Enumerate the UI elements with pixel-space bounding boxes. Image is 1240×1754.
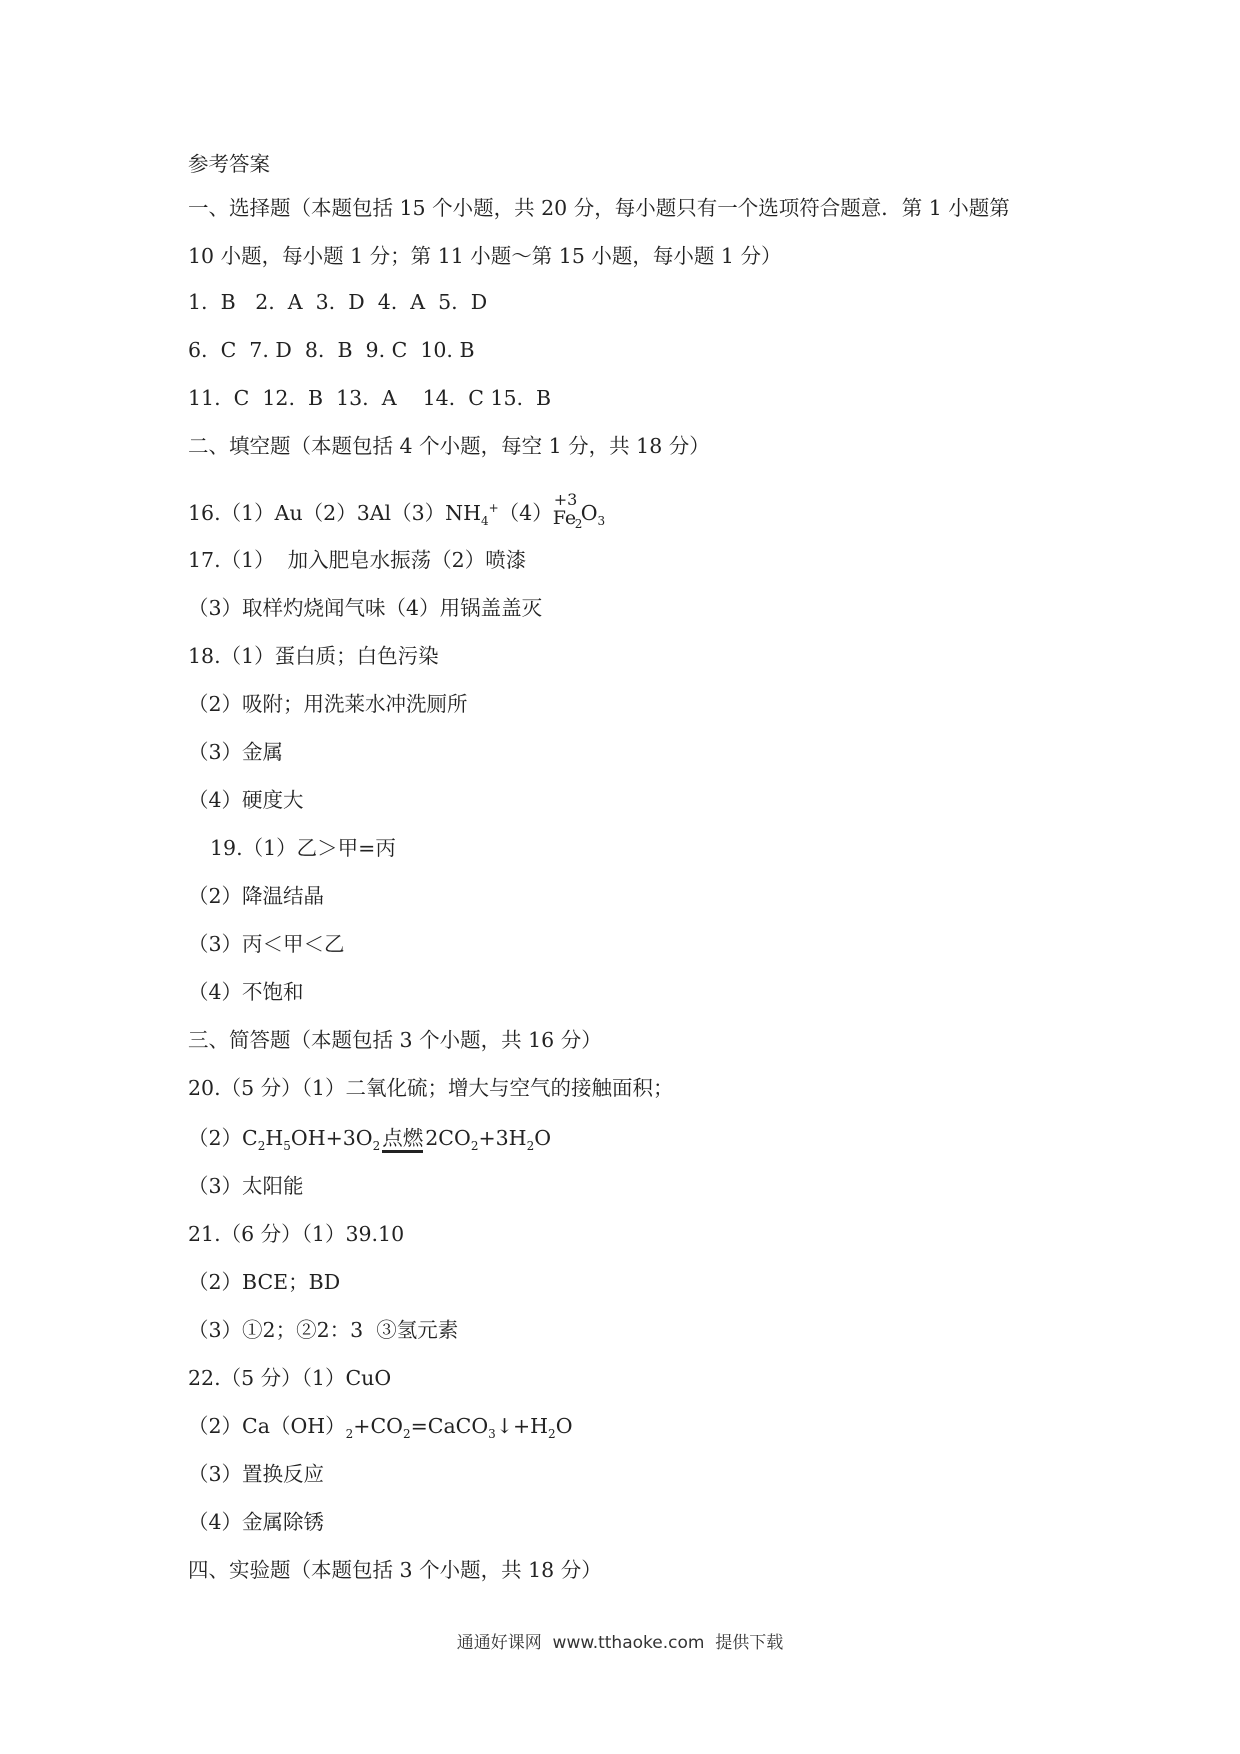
answer-20-equation — [188, 1124, 551, 1160]
answer-22-equation — [188, 1412, 573, 1448]
nh4-charge: + — [488, 501, 499, 515]
answer-19-line-3: （3）丙＜甲＜乙 — [188, 932, 345, 956]
answer-21-line-3: （3）①2；②2：3 ③氢元素 — [188, 1318, 459, 1342]
answer-21-line-1: 21.（6 分）（1）39.10 — [188, 1222, 405, 1246]
answer-22-line-4: （4）金属除锈 — [188, 1510, 325, 1534]
equation-part: +3H — [478, 1126, 527, 1150]
section-1-heading-line-1: 一、选择题（本题包括 15 个小题，共 20 分，每小题只有一个选项符合题意．第 1 小题第 — [188, 196, 1010, 220]
choice-answers-row-3: 11. C 12. B 13. A 14. C 15. B — [188, 386, 552, 410]
equation-part: （2）C — [188, 1126, 258, 1150]
equation-part: OH+3O — [290, 1126, 373, 1150]
equation-part: O — [534, 1126, 552, 1150]
answer-16 — [188, 490, 606, 535]
answer-18-line-2: （2）吸附；用洗莱水冲洗厕所 — [188, 692, 468, 716]
page-footer: 通通好课网 www.tthaoke.com 提供下载 — [456, 1633, 784, 1653]
equation-part: （2）Ca（OH） — [188, 1414, 346, 1438]
nh4-subscript: 4 — [480, 513, 489, 528]
section-1-heading-line-2: 10 小题，每小题 1 分；第 11 小题～第 15 小题，每小题 1 分） — [188, 244, 782, 268]
equation-subscript: 5 — [283, 1139, 291, 1154]
answer-20-line-1: 20.（5 分）（1）二氧化硫；增大与空气的接触面积； — [188, 1076, 674, 1100]
equation-subscript: 2 — [548, 1427, 556, 1442]
equation-part: ↓+H — [495, 1414, 549, 1438]
answer-22-line-1: 22.（5 分）（1）CuO — [188, 1366, 392, 1390]
choice-answers-row-2: 6. C 7. D 8. B 9. C 10. B — [188, 338, 475, 362]
answer-18-line-4: （4）硬度大 — [188, 788, 304, 812]
equation-part: O — [555, 1414, 573, 1438]
answer-17-line-2: （3）取样灼烧闻气味（4）用锅盖盖灭 — [188, 596, 543, 620]
oxygen-symbol: O — [580, 500, 598, 525]
answer-22-line-3: （3）置换反应 — [188, 1462, 325, 1486]
equation-subscript: 2 — [402, 1427, 411, 1442]
equation-subscript: 2 — [526, 1139, 535, 1154]
section-4-heading: 四、实验题（本题包括 3 个小题，共 18 分） — [188, 1558, 602, 1582]
equation-subscript: 2 — [257, 1139, 266, 1154]
iron-subscript: 2 — [574, 517, 583, 532]
choice-answers-row-1: 1. B 2. A 3. D 4. A 5. D — [188, 290, 488, 314]
iron-symbol: Fe — [552, 507, 577, 530]
section-2-heading: 二、填空题（本题包括 4 个小题，每空 1 分，共 18 分） — [188, 434, 710, 458]
answer-18-line-1: 18.（1）蛋白质；白色污染 — [188, 644, 439, 668]
oxygen-subscript: 3 — [597, 513, 606, 528]
equation-part: 2CO — [425, 1126, 471, 1150]
reaction-condition: 点燃 — [382, 1126, 423, 1153]
equation-part: +CO — [353, 1414, 403, 1438]
answer-20-line-3: （3）太阳能 — [188, 1174, 304, 1198]
answer-19-line-2: （2）降温结晶 — [188, 884, 325, 908]
answer-19-line-4: （4）不饱和 — [188, 980, 304, 1004]
answer-16-text: 16.（1）Au（2）3Al（3）NH — [188, 500, 481, 525]
equation-subscript: 2 — [470, 1139, 479, 1154]
oxidation-charge: +3 — [553, 490, 578, 510]
answer-21-line-2: （2）BCE；BD — [188, 1270, 341, 1294]
answer-18-line-3: （3）金属 — [188, 740, 284, 764]
answer-19-line-1: 19.（1）乙＞甲=丙 — [210, 836, 396, 860]
page-title: 参考答案 — [188, 152, 270, 176]
answer-16-part4: （4） — [498, 500, 553, 525]
equation-subscript: 3 — [488, 1427, 496, 1442]
equation-subscript: 2 — [372, 1139, 381, 1154]
equation-part: =CaCO — [410, 1414, 489, 1438]
fe2o3-oxidation-state — [552, 490, 583, 532]
answer-17-line-1: 17.（1） 加入肥皂水振荡（2）喷漆 — [188, 548, 527, 572]
equation-part: H — [265, 1126, 284, 1150]
equation-subscript: 2 — [345, 1427, 354, 1442]
section-3-heading: 三、简答题（本题包括 3 个小题，共 16 分） — [188, 1028, 602, 1052]
